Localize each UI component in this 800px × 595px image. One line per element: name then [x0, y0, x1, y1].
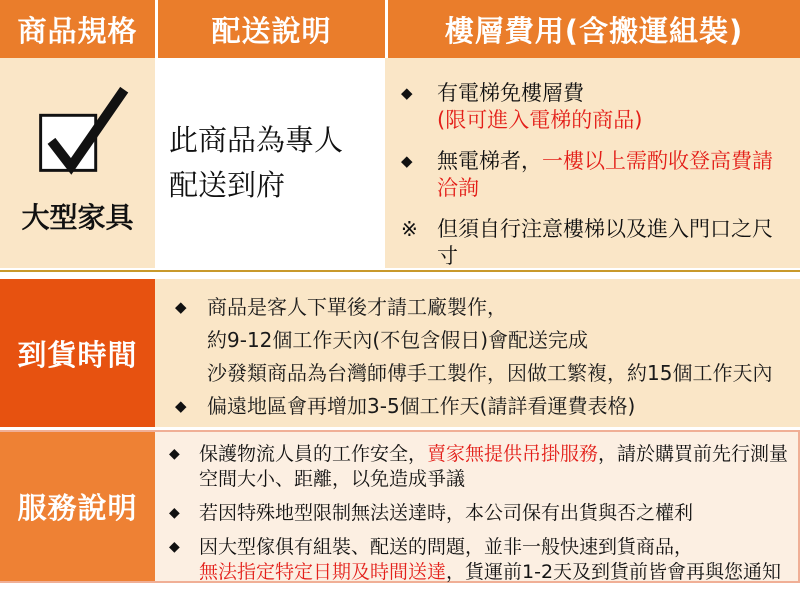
- size-caution-text: 但須自行注意樓梯以及進入門口之尺寸: [437, 217, 773, 268]
- schedule-line2: [199, 560, 797, 585]
- schedule-notify-text: ，貨運前1-2天及到貨前皆會再與您通知: [446, 561, 782, 583]
- reference-mark-icon: ※: [401, 217, 418, 241]
- elevator-limit-note: (限可進入電梯的商品): [437, 108, 643, 132]
- arrival-time-content: [155, 279, 800, 427]
- table-header-row: [0, 0, 800, 58]
- arrival-remote-lines: [207, 390, 635, 423]
- diamond-bullet-icon: ◆: [169, 539, 180, 555]
- elevator-free-text: 有電梯免樓層費: [437, 81, 584, 105]
- header-delivery-note: 配送說明: [158, 0, 385, 58]
- service-description-label: 服務說明: [0, 432, 155, 581]
- safety-text-black: 保護物流人員的工作安全，: [199, 443, 428, 465]
- arrival-time-label: 到貨時間: [0, 279, 155, 427]
- service-description-content: [155, 432, 798, 581]
- floor-fee-item-text: [437, 148, 785, 202]
- diamond-bullet-icon: ◆: [175, 397, 187, 415]
- arrival-line: 商品是客人下單後才請工廠製作，: [207, 295, 507, 319]
- no-hoisting-warning: 賣家無提供吊掛服務: [427, 443, 599, 465]
- terrain-limit-text: 若因特殊地型限制無法送達時，本公司保有出貨與否之權利: [199, 502, 694, 524]
- diamond-bullet-icon: ◆: [401, 84, 413, 102]
- no-elevator-text: 無電梯者，: [437, 149, 542, 173]
- service-item-safety: [169, 442, 798, 492]
- service-item-schedule: [169, 535, 798, 585]
- floor-fee-cell: [385, 58, 800, 268]
- no-elevator-fee-warning: 一樓以上需酌收登高費請洽詢: [437, 149, 773, 200]
- service-description-row: [0, 430, 800, 583]
- arrival-item-production: [175, 291, 800, 390]
- checked-checkbox-icon: [14, 74, 142, 192]
- arrival-time-row: [0, 279, 800, 427]
- schedule-text: [199, 535, 797, 585]
- schedule-line1: 因大型傢俱有組裝、配送的問題，並非一般快速到貨商品，: [199, 536, 694, 558]
- gold-divider: [0, 270, 800, 279]
- diamond-bullet-icon: ◆: [401, 152, 413, 170]
- arrival-item-remote-area: [175, 390, 800, 423]
- gold-divider-line: [0, 270, 800, 272]
- arrival-line: 約9-12個工作天內(不包含假日)會配送完成: [207, 328, 588, 352]
- no-specified-date-warning: 無法指定特定日期及時間送達: [199, 561, 447, 583]
- header-product-spec: 商品規格: [0, 0, 155, 58]
- floor-fee-item-text: [437, 80, 785, 134]
- service-safety-text: [199, 442, 797, 492]
- arrival-line: 偏遠地區會再增加3-5個工作天(請詳看運費表格): [207, 394, 636, 418]
- product-spec-cell: [0, 58, 155, 268]
- arrival-production-lines: [207, 291, 772, 390]
- spec-delivery-row: [0, 58, 800, 268]
- floor-fee-item-elevator: [401, 80, 800, 134]
- service-item-terrain: [169, 501, 798, 526]
- diamond-bullet-icon: ◆: [175, 298, 187, 316]
- arrival-line: 沙發類商品為台灣師傅手工製作，因做工繁複，約15個工作天內: [207, 361, 773, 385]
- safety-text-black2: ，請於購買前先行測量空間大小、距離，以免造成爭議: [199, 443, 789, 490]
- header-floor-fee: 樓層費用(含搬運組裝): [388, 0, 800, 58]
- product-type-label: 大型家具: [21, 201, 134, 234]
- diamond-bullet-icon: ◆: [169, 505, 180, 521]
- delivery-method-text: 此商品為專人配送到府: [169, 123, 344, 202]
- delivery-method-cell: [155, 58, 385, 268]
- diamond-bullet-icon: ◆: [169, 446, 180, 462]
- floor-fee-item-no-elevator: [401, 148, 800, 202]
- floor-fee-item-caution: [401, 216, 800, 270]
